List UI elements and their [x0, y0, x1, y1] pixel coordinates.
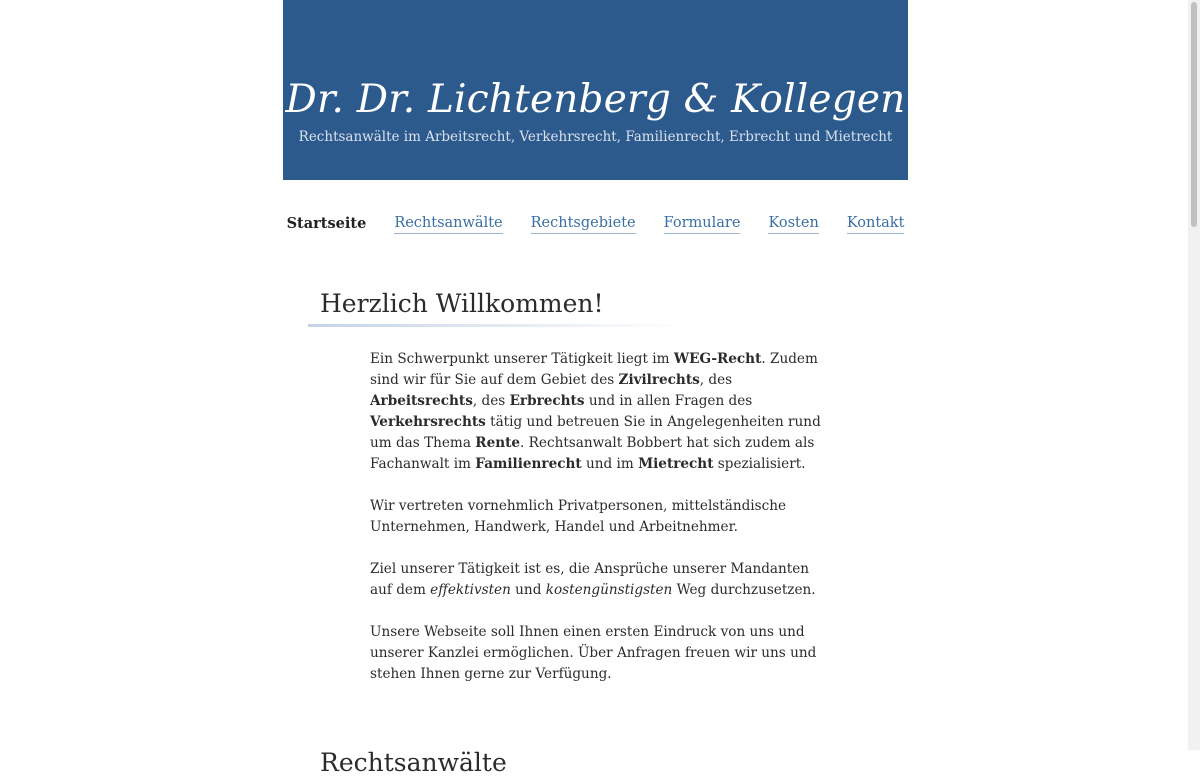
- text-segment: spezialisiert.: [713, 456, 806, 472]
- welcome-paragraph-3: [370, 559, 825, 601]
- emphasis-familienrecht: Familienrecht: [475, 456, 582, 472]
- nav-item-kosten[interactable]: Kosten: [768, 215, 818, 234]
- welcome-paragraph-4: Unsere Webseite soll Ihnen einen ersten Eindruck von uns und unserer Kanzlei ermöglichen. Über Anfragen freuen wir uns und stehen Ihnen gerne zur Verfügung.: [370, 624, 817, 682]
- emphasis-weg-recht: WEG-Recht: [673, 351, 762, 367]
- nav-item-kontakt[interactable]: Kontakt: [847, 215, 905, 234]
- text-segment: , des: [699, 372, 733, 388]
- text-segment: und im: [581, 456, 639, 472]
- text-segment: tätig und betreuen Sie in Angelegenheiten rund um das Thema: [370, 414, 821, 451]
- emphasis-mietrecht: Mietrecht: [638, 456, 714, 472]
- heading-underline: [308, 324, 688, 327]
- text-segment: Ein Schwerpunkt unserer Tätigkeit liegt im: [370, 351, 674, 367]
- welcome-heading: Herzlich Willkommen!: [320, 289, 604, 318]
- emphasis-rente: Rente: [475, 435, 521, 451]
- text-segment: und in allen Fragen des: [584, 393, 753, 409]
- emphasis-kostenguenstigsten: kostengünstigsten: [545, 582, 673, 598]
- text-segment: Ziel unserer Tätigkeit ist es, die Ansprüche unserer Mandanten auf dem: [370, 561, 810, 598]
- nav-item-rechtsanwaelte[interactable]: Rechtsanwälte: [394, 215, 502, 234]
- text-segment: und: [510, 582, 546, 598]
- main-nav: [283, 215, 908, 234]
- text-segment: . Zudem sind wir für Sie auf dem Gebiet des: [370, 351, 818, 388]
- emphasis-effektivsten: effektivsten: [430, 582, 511, 598]
- emphasis-verkehrsrechts: Verkehrsrechts: [370, 414, 486, 430]
- text-segment: . Rechtsanwalt Bobbert hat sich zudem als Fachanwalt im: [370, 435, 815, 472]
- emphasis-arbeitsrechts: Arbeitsrechts: [370, 393, 473, 409]
- site-header: [283, 0, 908, 180]
- text-segment: Weg durchzusetzen.: [672, 582, 816, 598]
- emphasis-erbrechts: Erbrechts: [509, 393, 585, 409]
- nav-item-startseite[interactable]: Startseite: [286, 215, 367, 232]
- page-container: [283, 0, 908, 777]
- welcome-paragraph-2: Wir vertreten vornehmlich Privatpersonen, mittelständische Unternehmen, Handwerk, Handel und Arbeitnehmer.: [370, 498, 787, 535]
- lawyers-heading: Rechtsanwälte: [320, 748, 507, 777]
- scrollbar-thumb[interactable]: [1191, 2, 1197, 227]
- vertical-scrollbar[interactable]: [1188, 0, 1200, 750]
- nav-item-formulare[interactable]: Formulare: [664, 215, 741, 234]
- nav-item-rechtsgebiete[interactable]: Rechtsgebiete: [531, 215, 636, 234]
- text-segment: , des: [472, 393, 510, 409]
- site-title: Dr. Dr. Lichtenberg & Kollegen: [285, 77, 906, 122]
- site-tagline: Rechtsanwälte im Arbeitsrecht, Verkehrsrecht, Familienrecht, Erbrecht und Mietrecht: [298, 129, 893, 145]
- emphasis-zivilrechts: Zivilrechts: [618, 372, 700, 388]
- welcome-paragraph-1: [370, 349, 825, 475]
- welcome-content: [370, 349, 825, 685]
